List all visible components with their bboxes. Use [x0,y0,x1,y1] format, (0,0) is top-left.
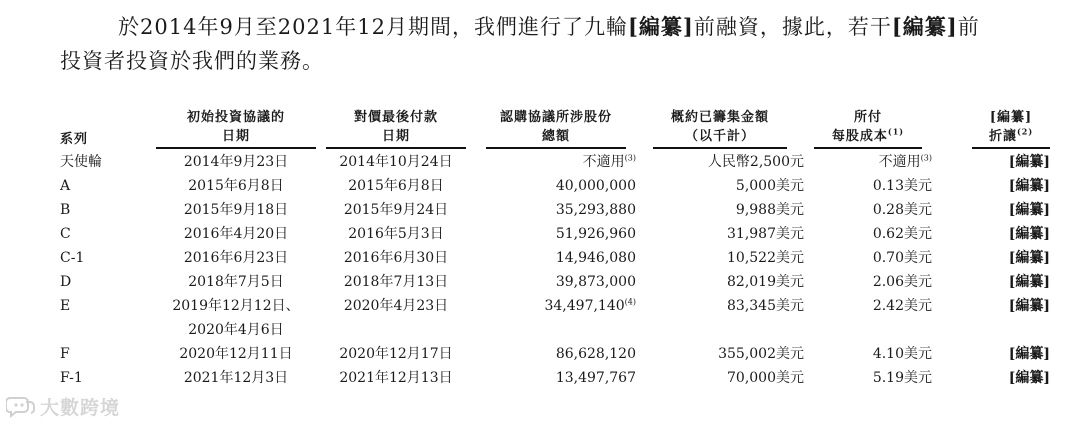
cell-payment-date: 2020年4月23日 [343,298,449,314]
cell-series: D [60,274,72,290]
intro-line-1 [60,10,1060,44]
header-discount: [編纂] 折讓$^{(2)}$ [932,108,1050,150]
cell-discount: [編纂] [1008,274,1050,290]
cell-amount: 83,345美元 [727,298,804,314]
table-row [60,270,1050,294]
cell-discount: [編纂] [1008,154,1050,170]
cell-initial-date: 2020年12月11日 [179,346,293,362]
table-row [60,198,1050,222]
cell-payment-date: 2021年12月13日 [339,370,453,386]
cell-initial-date: 2015年9月18日 [183,202,289,218]
cell-amount: 9,988美元 [735,202,804,218]
header-final-payment-date: 對價最後付款 日期 [316,108,476,150]
cell-series: C-1 [60,250,85,266]
cell-initial-date: 2021年12月3日 [183,370,289,386]
cell-shares: 13,497,767 [555,370,636,386]
watermark-text: 大數跨境 [40,396,121,419]
table-row-continuation [60,318,1050,342]
table-row [60,366,1050,390]
cell-payment-date: 2018年7月13日 [343,274,449,290]
header-series: 系列 [60,132,89,147]
intro-paragraph [60,10,1060,78]
watermark [6,392,120,420]
cell-payment-date: 2020年12月17日 [339,346,453,362]
cell-series: A [60,178,71,194]
cell-initial-date: 2014年9月23日 [183,154,289,170]
header-cost-per-share: 所付 每股成本$^{(1)}$ [804,108,932,150]
cell-shares: 34,497,140$^{(4)}$ [544,297,636,314]
cell-discount: [編纂] [1008,202,1050,218]
cell-discount: [編纂] [1008,250,1050,266]
cell-initial-date: 2016年4月20日 [183,226,289,242]
cell-cost: 2.42美元 [872,298,932,314]
header-amount-raised: 概約已籌集金額 （以千計） [636,108,804,150]
cell-series: B [60,202,71,218]
header-initial-agreement-date: 初始投資協議的 日期 [156,108,316,150]
table-row [60,222,1050,246]
table-row [60,246,1050,270]
cell-amount: 31,987美元 [727,226,804,242]
cell-shares: 86,628,120 [555,346,636,362]
cell-series: F-1 [60,370,83,386]
intro-text-a: 於2014年9月至2021年12月期間，我們進行了九輪 [118,15,628,39]
cell-amount: 5,000美元 [735,178,804,194]
cell-amount: 355,002美元 [718,346,804,362]
cell-cost: 0.13美元 [872,178,932,194]
cell-discount: [編纂] [1008,298,1050,314]
cell-series: C [60,226,71,242]
cell-discount: [編纂] [1008,346,1050,362]
intro-text-e: 前 [957,15,980,39]
cell-cost: 0.62美元 [872,226,932,242]
cell-cost: 0.28美元 [872,202,932,218]
table-row [60,342,1050,366]
cell-amount: 人民幣2,500元 [707,154,804,170]
cell-cost: 0.70美元 [872,250,932,266]
cell-discount: [編纂] [1008,370,1050,386]
financing-rounds-table [60,108,1050,390]
table-row [60,294,1050,318]
cell-payment-date: 2016年6月30日 [343,250,449,266]
cell-payment-date: 2014年10月24日 [339,154,453,170]
cell-payment-date: 2015年6月8日 [348,178,444,194]
cell-initial-date: 2015年6月8日 [188,178,284,194]
intro-text-c: 前融資，據此，若干 [693,15,892,39]
cell-amount: 70,000美元 [727,370,804,386]
chat-bubble-logo-icon [6,394,36,418]
table-row [60,174,1050,198]
cell-shares: 39,873,000 [555,274,636,290]
redacted-tag: [編纂] [627,14,694,39]
cell-shares: 40,000,000 [555,178,636,194]
cell-cost: 2.06美元 [872,274,932,290]
cell-amount: 10,522美元 [727,250,804,266]
cell-shares: 不適用$^{(3)}$ [582,153,636,170]
cell-cost: 4.10美元 [872,346,932,362]
cell-series: E [60,298,71,314]
cell-payment-date: 2016年5月3日 [348,226,444,242]
cell-initial-date: 2018年7月5日 [188,274,284,290]
cell-initial-date-continued: 2020年4月6日 [188,322,284,338]
cell-series: 天使輪 [60,154,102,170]
cell-series: F [60,346,70,362]
cell-shares: 51,926,960 [555,226,636,242]
cell-initial-date: 2016年6月23日 [183,250,289,266]
header-total-shares: 認購協議所涉股份 總額 [476,108,636,150]
table-row [60,150,1050,174]
cell-discount: [編纂] [1008,226,1050,242]
cell-cost: 不適用$^{(3)}$ [878,153,932,170]
cell-shares: 35,293,880 [555,202,636,218]
cell-cost: 5.19美元 [872,370,932,386]
cell-discount: [編纂] [1008,178,1050,194]
cell-shares: 14,946,080 [555,250,636,266]
cell-amount: 82,019美元 [727,274,804,290]
cell-payment-date: 2015年9月24日 [343,202,449,218]
table-header-row [60,108,1050,150]
cell-initial-date: 2019年12月12日、 [172,298,300,314]
redacted-tag: [編纂] [891,14,958,39]
intro-line-2: 投資者投資於我們的業務。 [60,49,324,73]
